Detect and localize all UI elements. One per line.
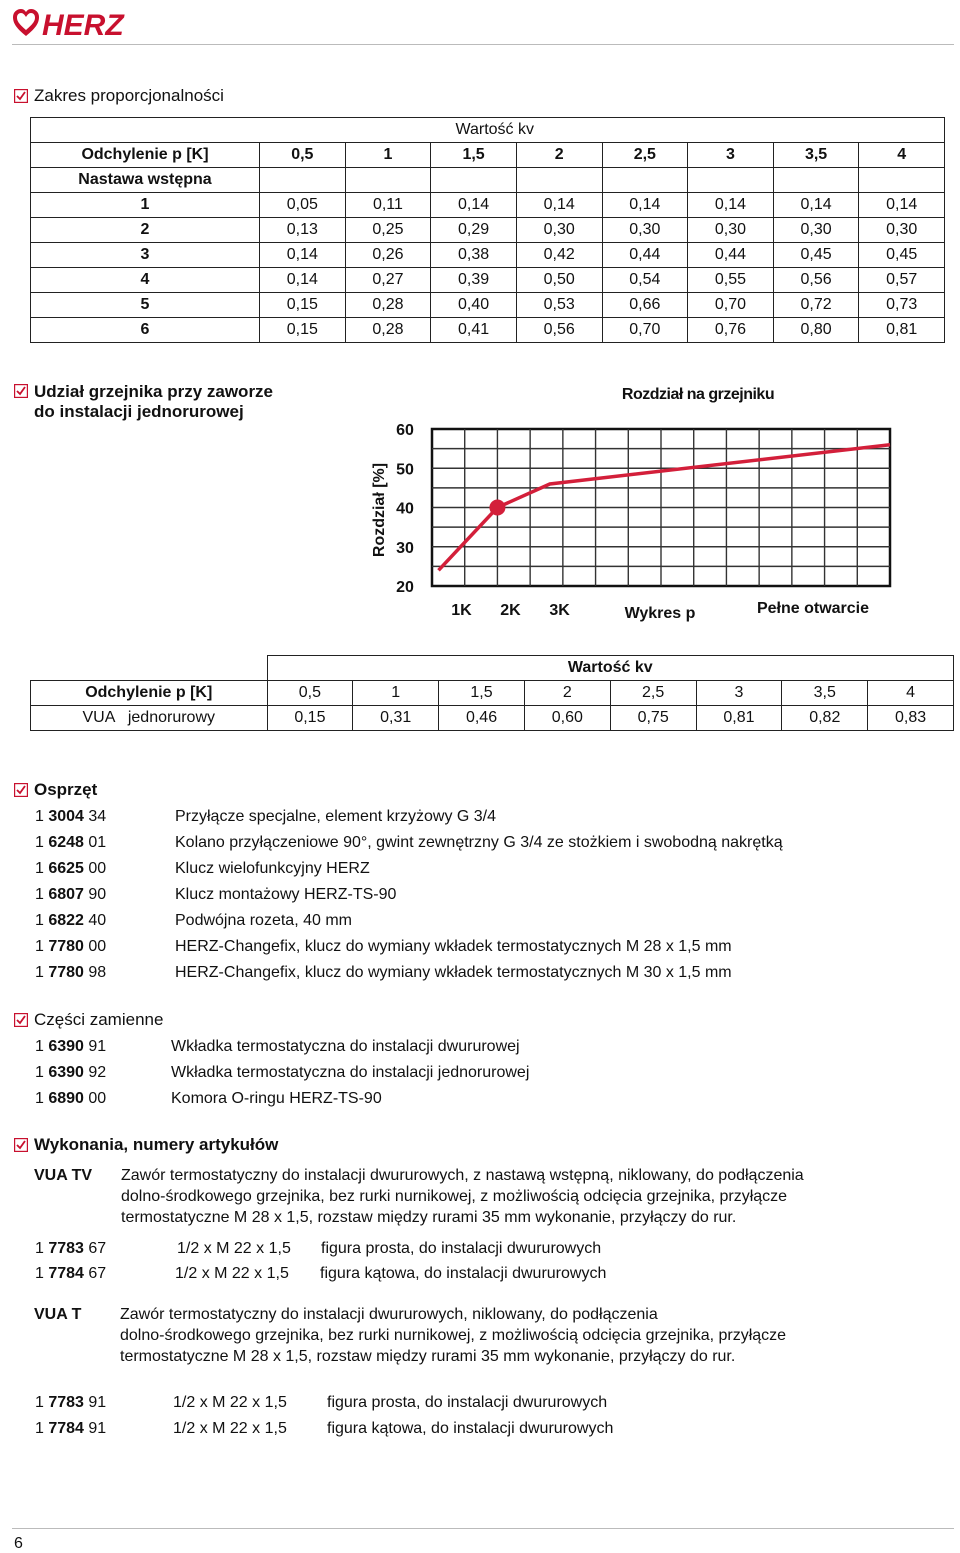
version-desc-line: termostatyczne M 28 x 1,5, rozstaw między rurami 35 mm wykonanie, przyłączy do rur.: [121, 1209, 737, 1226]
presetting-label: Nastawa wstępna: [31, 168, 260, 193]
kv-cell: 0,46: [439, 706, 525, 731]
section-versions-title-row: [14, 1135, 278, 1155]
deviation-cell: 3: [688, 143, 774, 168]
kv-cell: 0,54: [602, 268, 688, 293]
kv-cell: 0,70: [602, 318, 688, 343]
accessory-code: 1 3004 34: [35, 808, 107, 825]
table-row: [31, 218, 945, 243]
kv-cell: 0,15: [260, 293, 346, 318]
chart-xticks: [451, 602, 570, 619]
version-desc-line: dolno-środkowego grzejnika, bez rurki nurnikowej, z możliwością odcięcia grzejnika, przyłącze: [120, 1327, 787, 1344]
kv-cell: 0,53: [516, 293, 602, 318]
table-row: [31, 706, 954, 731]
herz-logo-heart-icon: [13, 9, 39, 36]
share-chart: [360, 380, 900, 630]
deviation-cell: 1: [345, 143, 431, 168]
deviation-cell: 2: [516, 143, 602, 168]
kv-cell: 0,14: [260, 243, 346, 268]
deviation-cell: 4: [868, 681, 954, 706]
accessory-code: 1 6807 90: [35, 886, 107, 903]
table-row: [31, 293, 945, 318]
kv-cell: 0,39: [431, 268, 517, 293]
deviation-cell: 3,5: [773, 143, 859, 168]
kv-cell: 0,14: [431, 193, 517, 218]
deviation-cell: 2,5: [602, 143, 688, 168]
chart-ytick-label: 40: [396, 500, 414, 518]
kv-cell: 0,80: [773, 318, 859, 343]
section-accessories-title: Osprzęt: [34, 780, 98, 799]
kv-cell: 0,70: [688, 293, 774, 318]
kv-cell: 0,45: [773, 243, 859, 268]
setting-cell: 4: [31, 268, 260, 293]
kv-cell: 0,60: [524, 706, 610, 731]
version-name: VUA T: [34, 1306, 82, 1323]
kv-cell: 0,30: [516, 218, 602, 243]
setting-cell: 1: [31, 193, 260, 218]
kv-cell: 0,31: [353, 706, 439, 731]
section-bullet-icon: [14, 1138, 28, 1152]
accessory-code: 1 7780 98: [35, 964, 107, 981]
version-desc-line: Zawór termostatyczny do instalacji dwururowych, z nastawą wstępną, niklowany, do podłączenia: [121, 1167, 804, 1184]
kv-cell: 0,38: [431, 243, 517, 268]
kv-cell: 0,28: [345, 318, 431, 343]
table-row: [31, 168, 945, 193]
kv-cell: 0,14: [773, 193, 859, 218]
accessory-desc: Przyłącze specjalne, element krzyżowy G 3/4: [175, 808, 497, 825]
version-item-code: 1 7783 67: [35, 1240, 107, 1257]
chart-xtick-label: 1K: [451, 602, 472, 619]
chart-ytick-label: 20: [396, 579, 414, 596]
version-item-size: 1/2 x M 22 x 1,5: [173, 1420, 287, 1437]
kv-cell: 0,45: [859, 243, 945, 268]
chart-ytick-label: 50: [396, 461, 414, 479]
kv-cell: 0,13: [260, 218, 346, 243]
setting-cell: 3: [31, 243, 260, 268]
table-row: [31, 118, 945, 143]
kv-cell: 0,57: [859, 268, 945, 293]
deviation-cell: 3: [696, 681, 782, 706]
kv-cell: 0,73: [859, 293, 945, 318]
kv-cell: 0,40: [431, 293, 517, 318]
vua-kv-header: Wartość kv: [267, 656, 954, 681]
kv-cell: 0,14: [516, 193, 602, 218]
kv-cell: 0,72: [773, 293, 859, 318]
kv-cell: 0,14: [260, 268, 346, 293]
kv-cell: 0,28: [345, 293, 431, 318]
page-number: 6: [14, 1535, 23, 1552]
section-proportional-title-row: [14, 86, 224, 106]
kv-cell: 0,05: [260, 193, 346, 218]
kv-header: Wartość kv: [31, 118, 945, 143]
deviation-cell: 1: [353, 681, 439, 706]
section-accessories-title-row: [14, 780, 97, 800]
section-share-title-line1: Udział grzejnika przy zaworze: [34, 382, 274, 401]
kv-cell: 0,75: [610, 706, 696, 731]
version-item-code: 1 7783 91: [35, 1394, 107, 1411]
chart-ylabel: Rozdział [%]: [371, 462, 388, 558]
accessory-desc: Podwójna rozeta, 40 mm: [175, 912, 352, 929]
section-share-title: [34, 382, 273, 422]
version-item-size: 1/2 x M 22 x 1,5: [175, 1265, 289, 1282]
setting-cell: 6: [31, 318, 260, 343]
kv-cell: 0,82: [782, 706, 868, 731]
kv-cell: 0,55: [688, 268, 774, 293]
section-bullet-icon: [14, 1013, 28, 1027]
section-bullet-icon: [14, 89, 28, 103]
accessory-code: 1 6248 01: [35, 834, 107, 851]
vua-row-label: VUA jednorurowy: [31, 706, 268, 731]
section-proportional-title: Zakres proporcjonalności: [34, 86, 224, 105]
kv-cell: 0,14: [688, 193, 774, 218]
kv-cell: 0,15: [267, 706, 353, 731]
herz-logo: [12, 8, 130, 40]
deviation-cell: 1,5: [431, 143, 517, 168]
chart-title: Rozdział na grzejniku: [621, 386, 775, 403]
kv-cell: 0,15: [260, 318, 346, 343]
deviation-cell: 0,5: [260, 143, 346, 168]
kv-cell: 0,30: [773, 218, 859, 243]
version-desc-line: dolno-środkowego grzejnika, bez rurki nurnikowej, z możliwością odcięcia grzejnika, przyłącze: [121, 1188, 788, 1205]
kv-cell: 0,81: [696, 706, 782, 731]
chart-ytick-label: 60: [396, 422, 414, 439]
table-row: [31, 681, 954, 706]
kv-cell: 0,42: [516, 243, 602, 268]
section-versions-title: Wykonania, numery artykułów: [34, 1135, 279, 1154]
accessory-desc: Klucz montażowy HERZ-TS-90: [175, 886, 397, 903]
kv-cell: 0,50: [516, 268, 602, 293]
herz-logo-text: HERZ: [42, 9, 124, 40]
version-item-size: 1/2 x M 22 x 1,5: [173, 1394, 287, 1411]
kv-cell: 0,83: [868, 706, 954, 731]
kv-cell: 0,27: [345, 268, 431, 293]
version-item-size: 1/2 x M 22 x 1,5: [177, 1240, 291, 1257]
version-desc-line: Zawór termostatyczny do instalacji dwururowych, niklowany, do podłączenia: [120, 1306, 658, 1323]
header-divider: [12, 44, 954, 45]
kv-cell: 0,44: [602, 243, 688, 268]
proportional-range-table: [30, 117, 945, 343]
accessory-code: 1 7780 00: [35, 938, 107, 955]
kv-cell: 0,14: [602, 193, 688, 218]
table-row: [31, 318, 945, 343]
kv-cell: 0,56: [773, 268, 859, 293]
chart-x-end-label: Pełne otwarcie: [756, 600, 870, 617]
kv-cell: 0,44: [688, 243, 774, 268]
vua-deviation-label: Odchylenie p [K]: [31, 681, 268, 706]
section-bullet-icon: [14, 384, 28, 398]
deviation-cell: 1,5: [439, 681, 525, 706]
spare-code: 1 6390 91: [35, 1038, 107, 1055]
table-row: [31, 656, 954, 681]
spare-desc: Wkładka termostatyczna do instalacji jednorurowej: [171, 1064, 530, 1081]
version-name: VUA TV: [34, 1167, 93, 1184]
kv-cell: 0,30: [859, 218, 945, 243]
chart-xtick-label: 2K: [500, 602, 521, 619]
accessory-code: 1 6822 40: [35, 912, 107, 929]
deviation-cell: 0,5: [267, 681, 353, 706]
section-bullet-icon: [14, 783, 28, 797]
kv-cell: 0,66: [602, 293, 688, 318]
section-share-title-line2: do instalacji jednorurowej: [34, 402, 244, 421]
kv-cell: 0,29: [431, 218, 517, 243]
version-item-code: 1 7784 67: [35, 1265, 107, 1282]
deviation-cell: 2,5: [610, 681, 696, 706]
chart-xlabel: Wykres p: [624, 605, 696, 622]
section-spares-title: Części zamienne: [34, 1010, 164, 1029]
kv-cell: 0,76: [688, 318, 774, 343]
table-row: [31, 143, 945, 168]
kv-cell: 0,25: [345, 218, 431, 243]
section-share-title-row: [14, 382, 273, 422]
version-item-code: 1 7784 91: [35, 1420, 107, 1437]
kv-cell: 0,56: [516, 318, 602, 343]
deviation-cell: 2: [524, 681, 610, 706]
kv-cell: 0,30: [688, 218, 774, 243]
kv-cell: 0,30: [602, 218, 688, 243]
version-item-desc: figura prosta, do instalacji dwururowych: [327, 1394, 608, 1411]
accessory-desc: Kolano przyłączeniowe 90°, gwint zewnętrzny G 3/4 ze stożkiem i swobodną nakrętką: [175, 834, 783, 851]
kv-cell: 0,11: [345, 193, 431, 218]
spare-code: 1 6890 00: [35, 1090, 107, 1107]
accessory-desc: Klucz wielofunkcyjny HERZ: [175, 860, 370, 877]
deviation-label: Odchylenie p [K]: [31, 143, 260, 168]
spare-desc: Wkładka termostatyczna do instalacji dwururowej: [171, 1038, 520, 1055]
version-item-desc: figura kątowa, do instalacji dwururowych: [327, 1420, 614, 1437]
kv-cell: 0,26: [345, 243, 431, 268]
version-desc-line: termostatyczne M 28 x 1,5, rozstaw między rurami 35 mm wykonanie, przyłączy do rur.: [120, 1348, 736, 1365]
chart-ytick-label: 30: [396, 539, 414, 557]
accessory-desc: HERZ-Changefix, klucz do wymiany wkładek termostatycznych M 28 x 1,5 mm: [175, 938, 732, 955]
accessory-desc: HERZ-Changefix, klucz do wymiany wkładek termostatycznych M 30 x 1,5 mm: [175, 964, 732, 981]
setting-cell: 2: [31, 218, 260, 243]
vua-kv-table: [30, 655, 954, 731]
deviation-cell: 4: [859, 143, 945, 168]
kv-cell: 0,81: [859, 318, 945, 343]
chart-marker-point: [489, 500, 505, 516]
spare-code: 1 6390 92: [35, 1064, 107, 1081]
chart-yticks: [396, 422, 414, 596]
version-item-desc: figura prosta, do instalacji dwururowych: [321, 1240, 602, 1257]
kv-cell: 0,14: [859, 193, 945, 218]
table-row: [31, 243, 945, 268]
section-spares-title-row: [14, 1010, 163, 1030]
table-row: [31, 268, 945, 293]
table-row: [31, 193, 945, 218]
spare-desc: Komora O-ringu HERZ-TS-90: [171, 1090, 382, 1107]
setting-cell: 5: [31, 293, 260, 318]
deviation-cell: 3,5: [782, 681, 868, 706]
chart-xtick-label: 3K: [549, 602, 570, 619]
accessory-code: 1 6625 00: [35, 860, 107, 877]
version-item-desc: figura kątowa, do instalacji dwururowych: [320, 1265, 607, 1282]
kv-cell: 0,41: [431, 318, 517, 343]
footer-divider: [12, 1528, 954, 1529]
